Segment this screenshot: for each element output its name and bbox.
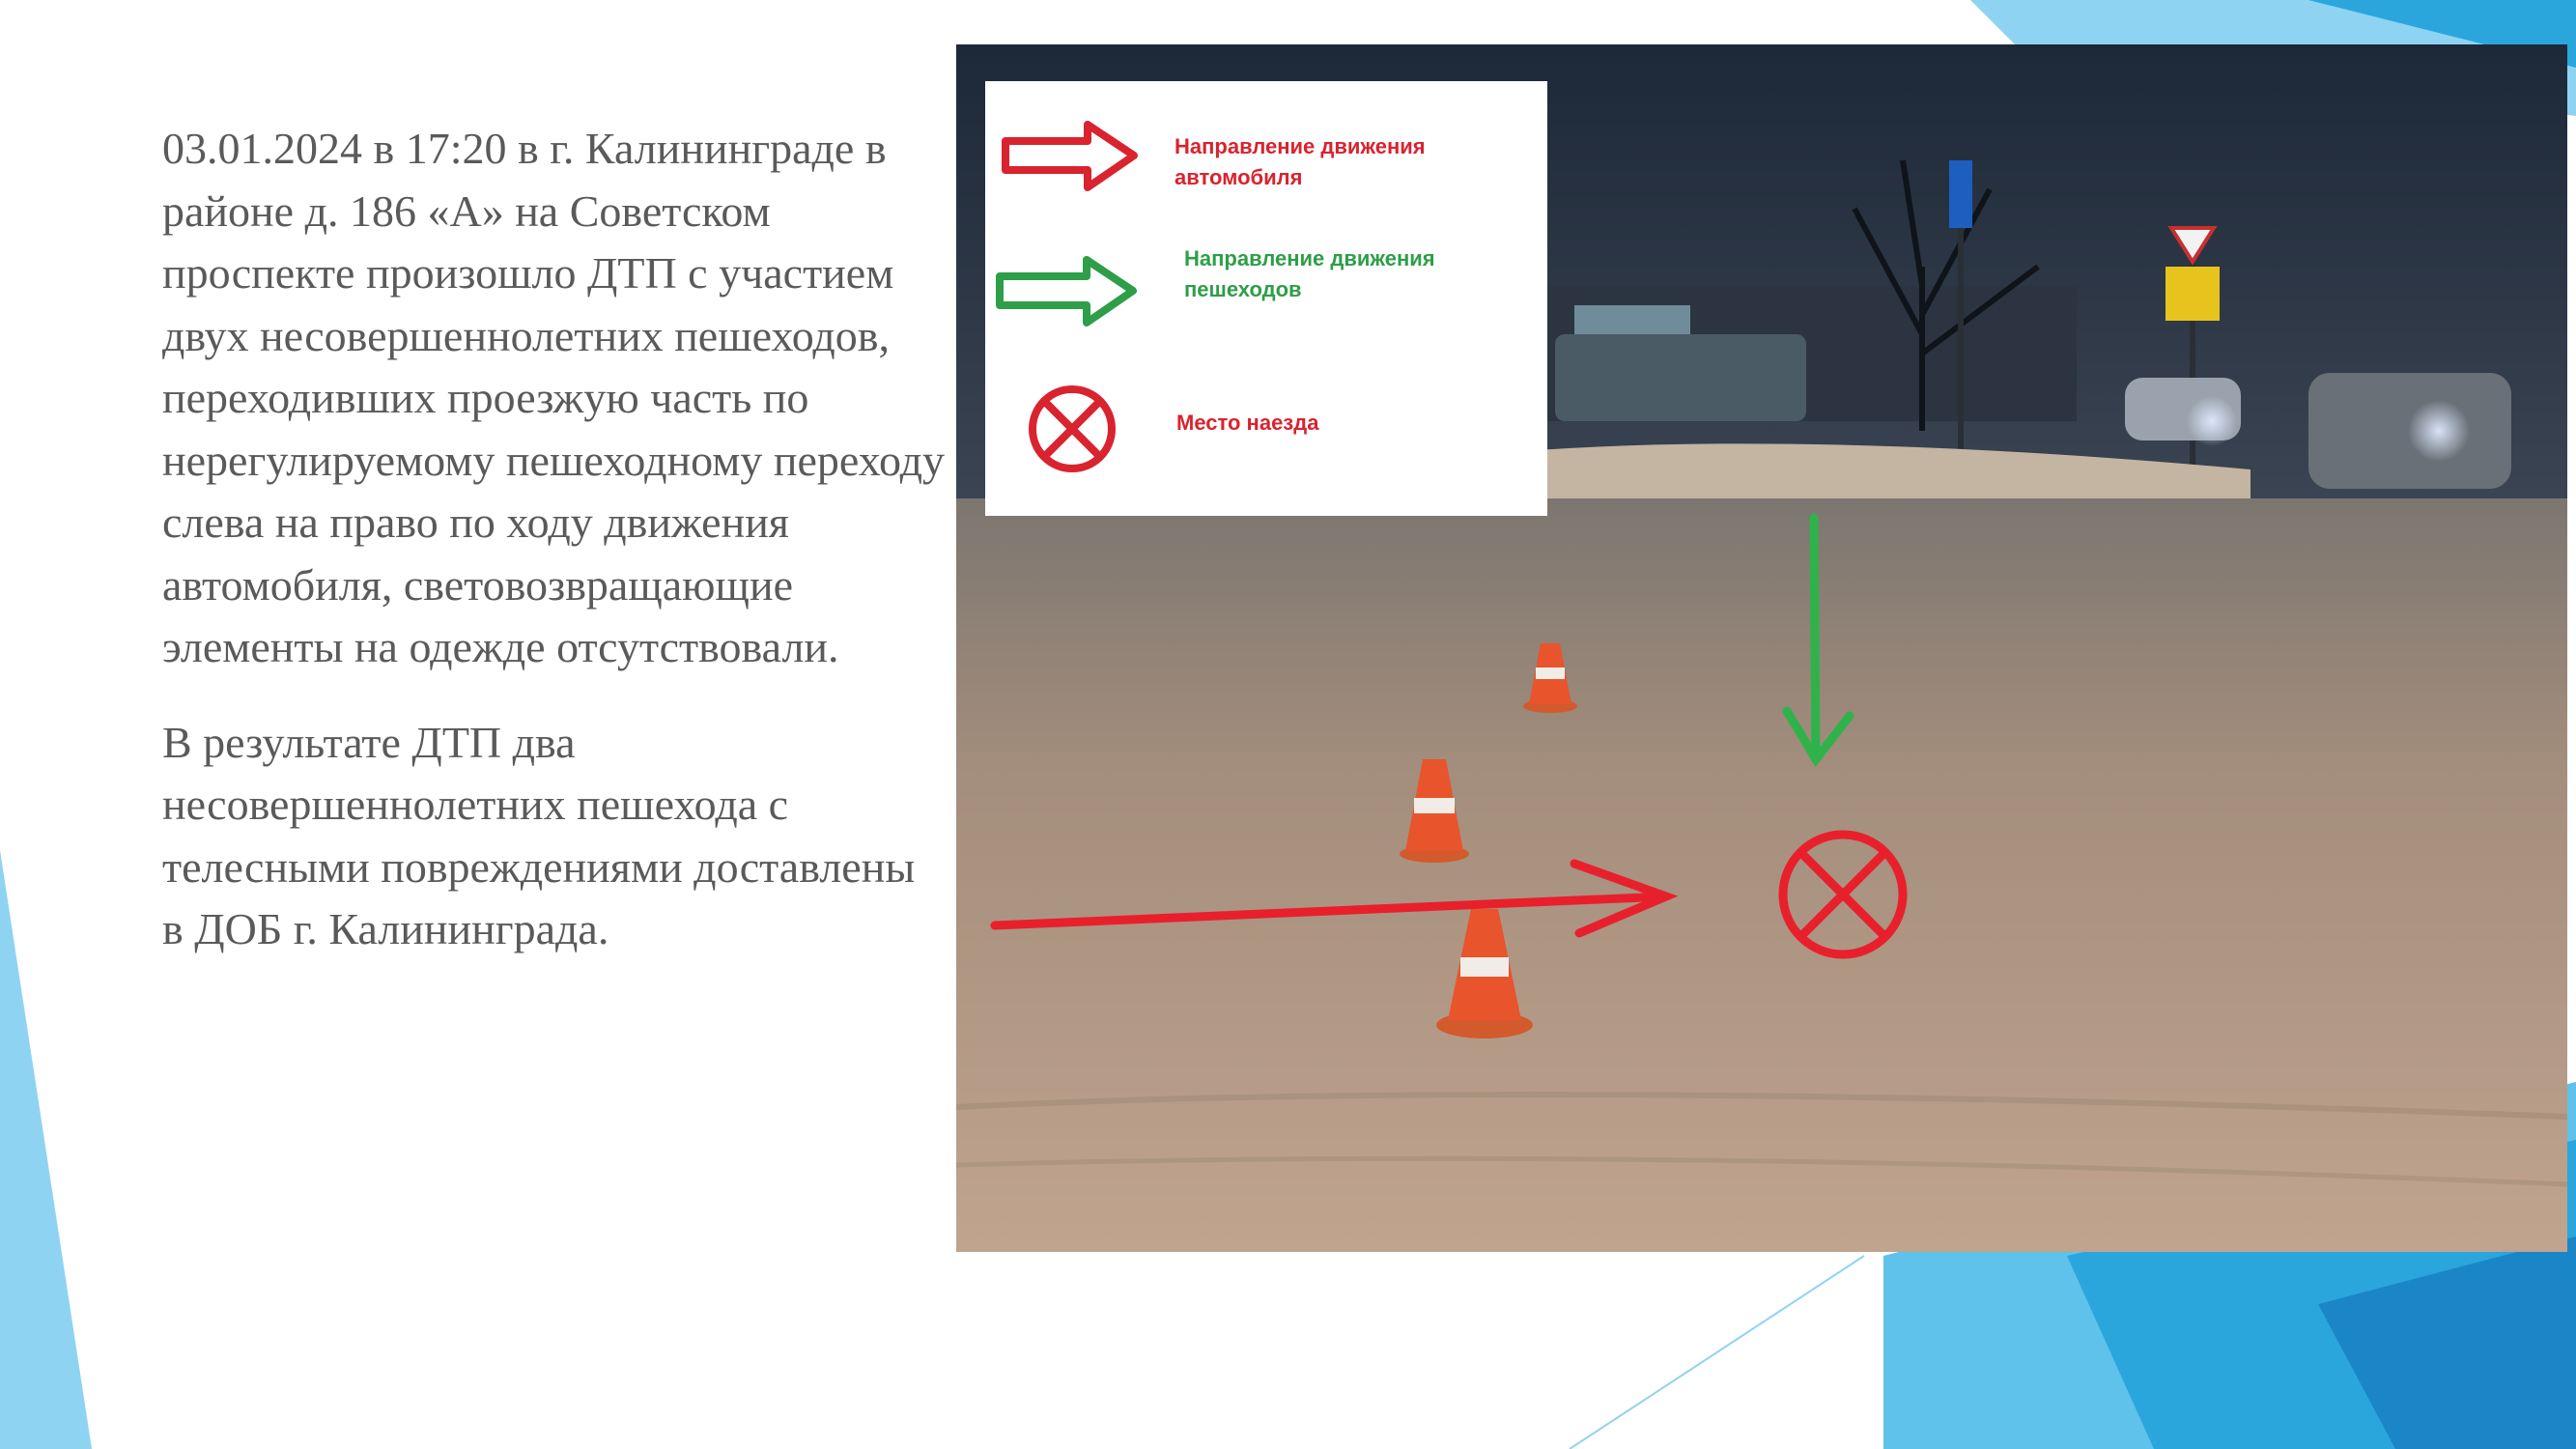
accident-photo [956,44,2567,1252]
red-arrow-icon [1001,120,1141,192]
legend-pedestrian-label: Направление движения пешеходов [1184,246,1435,301]
legend-car-label: Направление движения автомобиля [1175,134,1426,189]
scheme-legend [985,81,1547,516]
legend-collision-label: Место наезда [1176,411,1319,435]
paragraph-result: В результате ДТП два несовершеннолетних пешехода с телесными повреждениями доставлены в ДОБ г. Калининграда. [162,717,916,953]
green-arrow-icon [995,255,1140,327]
incident-description [162,118,947,994]
collision-point-icon [1024,381,1120,477]
paragraph-incident: 03.01.2024 в 17:20 в г. Калининграде в районе д. 186 «А» на Советском проспекте произошло ДТП с участием двух несовершеннолетних пешеходов, переходивших проезжую часть по нерегулируемому пешеходному переходу слева на право по ходу движения автомобиля, световозвращающие элементы на одежде отсутствовали. [162,124,946,671]
